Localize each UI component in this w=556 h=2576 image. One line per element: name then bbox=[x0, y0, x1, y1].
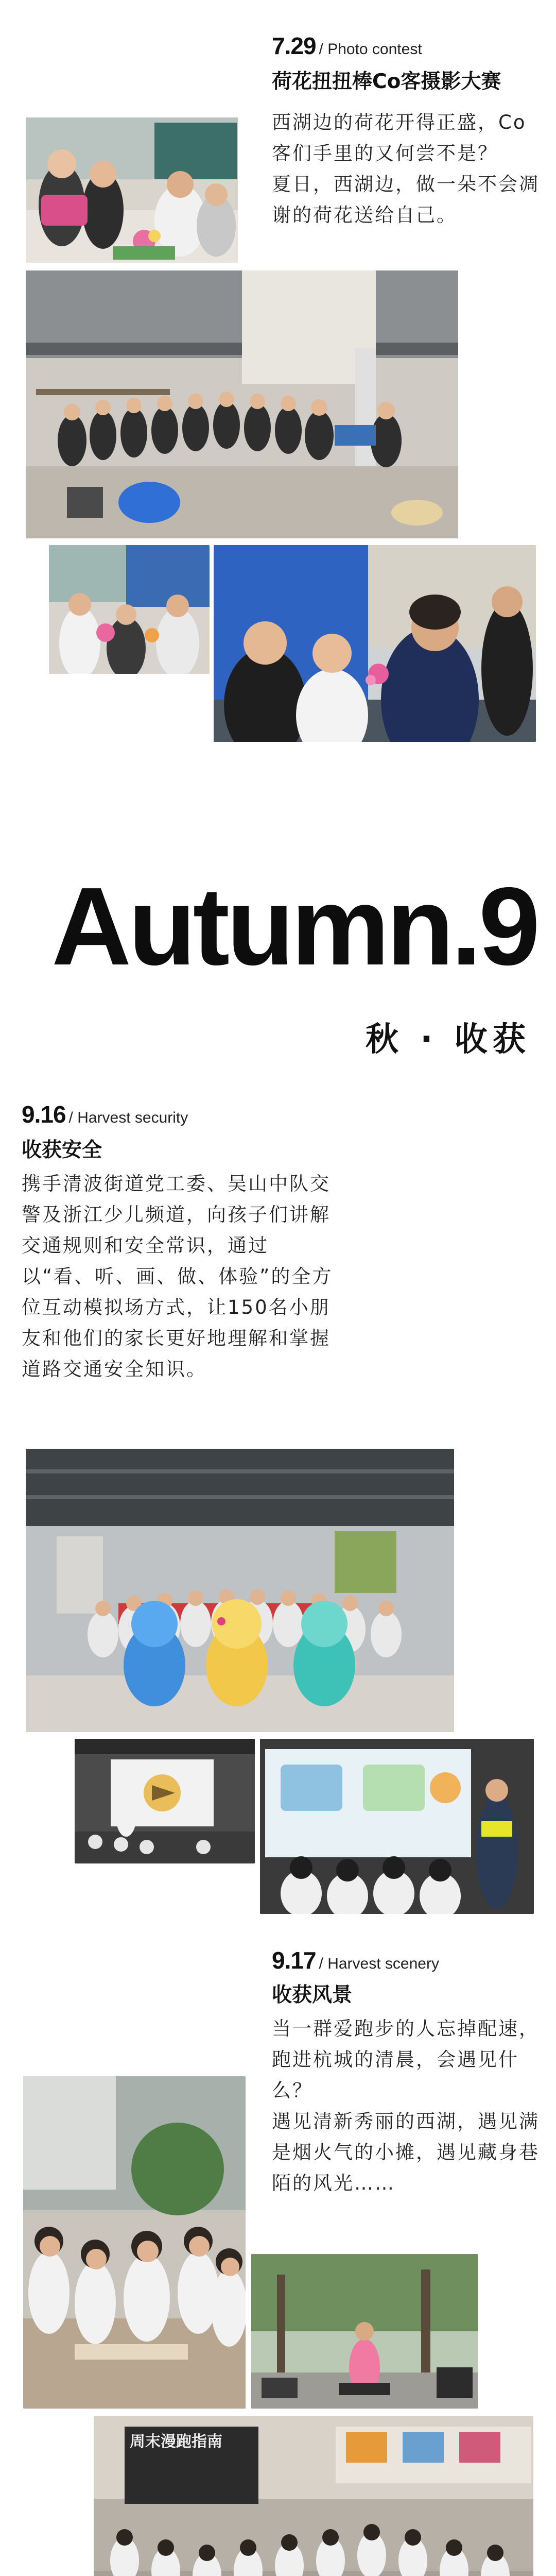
season-title: Autumn.9 bbox=[51, 864, 537, 988]
date-0917: 9.17 bbox=[272, 1947, 316, 1974]
date-line-0917 bbox=[272, 1946, 439, 1974]
banner-sign-text: 周末漫跑指南 bbox=[130, 2433, 222, 2451]
season-subtitle: 秋 · 收获 bbox=[366, 1021, 531, 1059]
photo-women-sitting bbox=[23, 2076, 246, 2409]
photo-pink-flower-moment bbox=[214, 545, 536, 742]
date-subtitle-0916: / Harvest security bbox=[68, 1109, 188, 1126]
photo-kids-with-flowers bbox=[26, 117, 238, 263]
heading-harvest-scenery: 收获风景 bbox=[272, 1984, 353, 2007]
body-harvest-security: 携手清波街道党工委、吴山中队交警及浙江少儿频道，向孩子们讲解交通规则和安全常识，通过以“看、听、画、做、体验”的全方位互动模拟场方式，让150名小朋友和他们的家长更好地理解和掌握道路交通安全知识。 bbox=[22, 1173, 333, 1380]
photo-women-flowers bbox=[49, 545, 210, 674]
date-subtitle-0917: / Harvest scenery bbox=[319, 1955, 439, 1972]
photo-group-lounge bbox=[26, 270, 458, 538]
photo-runners-group bbox=[94, 2416, 533, 2576]
heading-photo-contest: 荷花扭扭棒Co客摄影大赛 bbox=[272, 70, 501, 93]
date-subtitle-0729: / Photo contest bbox=[319, 41, 422, 58]
date-line-0729 bbox=[272, 32, 422, 60]
body-harvest-scenery: 当一群爱跑步的人忘掉配速，跑进杭城的清晨，会遇见什么？ 遇见清新秀丽的西湖，遇见满是烟火气的小摊，遇见藏身巷陌的风光…… bbox=[272, 2018, 540, 2194]
photo-presentation-screen bbox=[75, 1739, 255, 1863]
date-0916: 9.16 bbox=[22, 1101, 66, 1128]
date-0729: 7.29 bbox=[272, 32, 316, 59]
heading-harvest-security: 收获安全 bbox=[22, 1139, 102, 1162]
body-photo-contest: 西湖边的荷花开得正盛，Co客们手里的又何尝不是？ 夏日，西湖边，做一朵不会凋谢的荷花送给自己。 bbox=[272, 111, 540, 226]
photo-runner-lakeside bbox=[251, 2254, 478, 2409]
photo-kids-with-officer bbox=[260, 1739, 534, 1914]
date-line-0916 bbox=[22, 1100, 188, 1128]
photo-kids-mascots bbox=[26, 1449, 454, 1732]
